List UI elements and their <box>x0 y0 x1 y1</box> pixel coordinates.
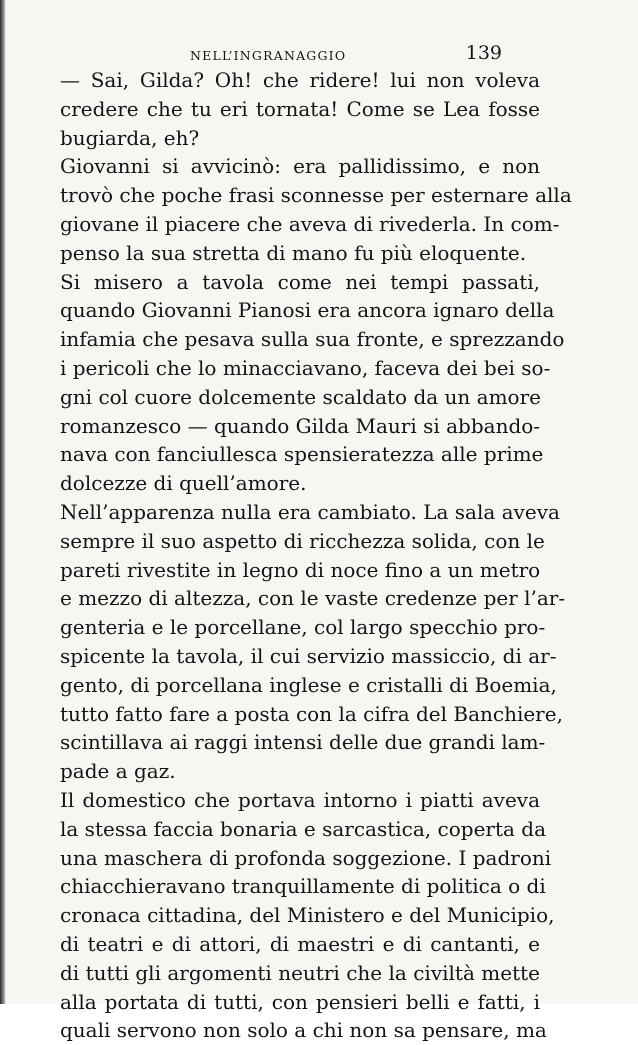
page-spine-shadow <box>0 0 6 1004</box>
text-line: la stessa faccia bonaria e sarcastica, coperta da <box>60 816 547 841</box>
text-line: infamia che pesava sulla sua fronte, e sprezzando <box>60 327 565 352</box>
text-line: scintillava ai raggi intensi delle due grandi lam- <box>60 730 546 755</box>
text-line: bugiarda, eh? <box>60 125 200 150</box>
text-line: quali servono non solo a chi non sa pensare, ma <box>60 1018 547 1043</box>
text-line: giovane il piacere che aveva di rivederla. In com- <box>60 211 560 236</box>
body-text <box>60 66 572 1045</box>
text-line: Nell’apparenza nulla era cambiato. La sala aveva <box>60 499 560 524</box>
text-line: pade a gaz. <box>60 759 176 784</box>
text-line: trovò che poche frasi sconnesse per esternare alla <box>60 183 572 208</box>
text-line: e mezzo di altezza, con le vaste credenze per l’ar- <box>60 586 566 611</box>
text-line: alla portata di tutti, con pensieri belli e fatti, i <box>60 989 540 1014</box>
text-line: penso la sua stretta di mano fu più eloquente. <box>60 240 527 265</box>
page-number: 139 <box>465 42 502 64</box>
text-line: genteria e le porcellane, col largo specchio pro- <box>60 615 546 640</box>
text-line: di teatri e di attori, di maestri e di cantanti, e <box>60 931 540 956</box>
text-line: Giovanni si avvicinò: era pallidissimo, e non <box>60 154 540 179</box>
text-line: gni col cuore dolcemente scaldato da un amore <box>60 384 541 409</box>
text-line: di tutti gli argomenti neutri che la civiltà mette <box>60 960 540 985</box>
text-line: — Sai, Gilda? Oh! che ridere! lui non voleva <box>60 68 540 92</box>
text-line: tutto fatto fare a posta con la cifra del Banchiere, <box>60 701 563 726</box>
text-line: gento, di porcellana inglese e cristalli di Boemia, <box>60 672 557 697</box>
text-line: quando Giovanni Pianosi era ancora ignaro della <box>60 298 555 323</box>
text-line: credere che tu eri tornata! Come se Lea fosse <box>60 96 540 121</box>
text-line: nava con fanciullesca spensieratezza alle prime <box>60 442 544 467</box>
text-line: una maschera di profonda soggezione. I padroni <box>60 845 552 870</box>
text-line: chiacchieravano tranquillamente di politica o di <box>60 874 546 899</box>
text-line: sempre il suo aspetto di ricchezza solida, con le <box>60 528 545 553</box>
text-line: romanzesco — quando Gilda Mauri si abbando- <box>60 413 541 438</box>
text-line: cronaca cittadina, del Ministero e del Municipio, <box>60 903 555 928</box>
text-line: dolcezze di quell’amore. <box>60 471 307 496</box>
text-line: pareti rivestite in legno di noce fino a un metro <box>60 557 541 582</box>
running-title: NELL’INGRANAGGIO <box>190 48 347 63</box>
text-line: i pericoli che lo minacciavano, faceva dei bei so- <box>60 355 551 380</box>
page-header <box>190 42 520 68</box>
text-line: Il domestico che portava intorno i piatti aveva <box>60 787 540 812</box>
text-line: spicente la tavola, il cui servizio massiccio, di ar- <box>60 643 557 668</box>
text-line: Si misero a tavola come nei tempi passati, <box>60 269 540 294</box>
